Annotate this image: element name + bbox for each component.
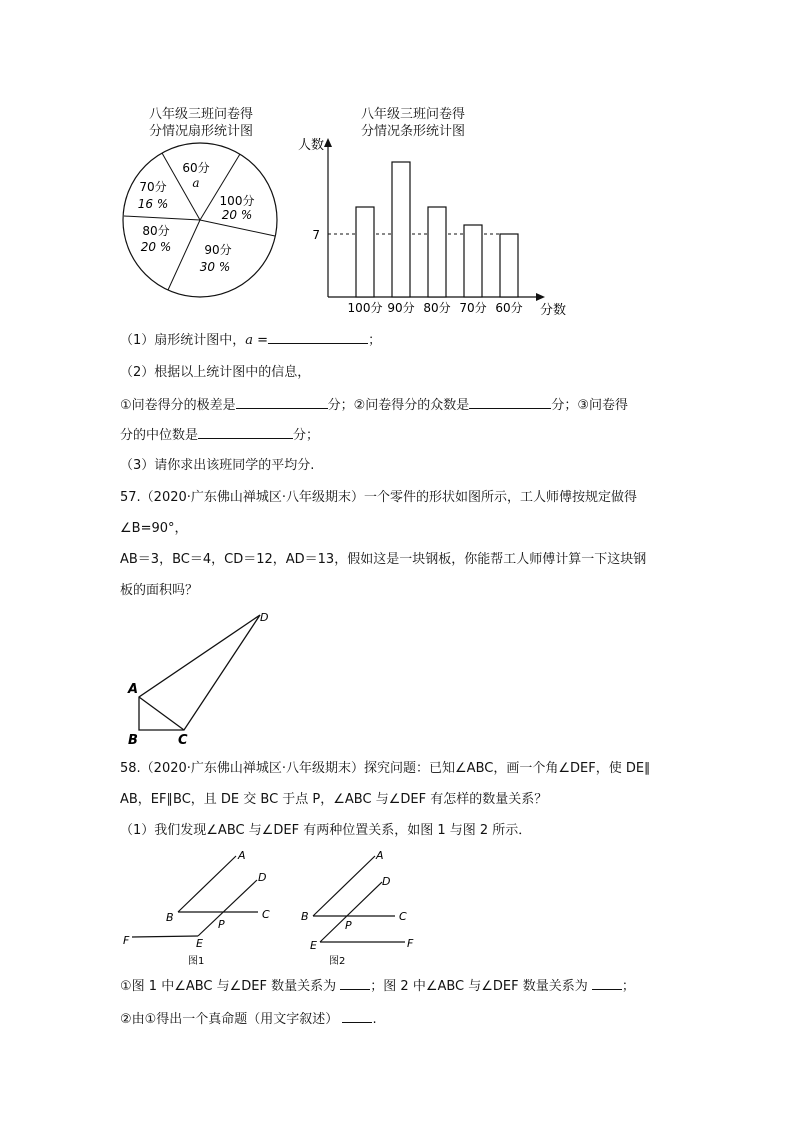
bar-0: [356, 207, 374, 297]
q3-line: （3）请你求出该班同学的平均分.: [120, 458, 315, 473]
p58-line4: [120, 975, 635, 998]
slice-value-80: 20 %: [140, 240, 172, 254]
fig2-line-ed: [320, 882, 382, 942]
p58-line5: [120, 1008, 377, 1031]
bar-4: [500, 234, 518, 297]
bar-title-line1: 八年级三班问卷得: [360, 107, 465, 122]
pie-title-line2: 分情况扇形统计图: [148, 124, 253, 139]
bar-chart: [290, 130, 590, 320]
q2-b-end: 分；③问卷得: [551, 398, 628, 413]
fig2-label-f: F: [407, 937, 414, 950]
p57-label-d: D: [260, 611, 269, 624]
fig2-label-c: C: [399, 910, 407, 923]
p58-figure-2: [295, 846, 435, 971]
fig1-line-ef: [132, 936, 198, 937]
fig2-label-e: E: [310, 939, 317, 952]
q2-c-end: 分；: [293, 428, 320, 443]
bar-3: [464, 225, 482, 297]
p57-line4: 板的面积吗？: [120, 583, 199, 598]
fig1-caption: 图1: [188, 956, 205, 967]
y-axis-label: 人数: [298, 138, 325, 153]
bar-category-label-4: 60分: [495, 301, 523, 315]
fig1-label-b: B: [166, 911, 174, 924]
p57-diagonal-ac: [139, 697, 184, 730]
p58-line4-part1: ①图 1 中∠ABC 与∠DEF 数量关系为: [120, 979, 337, 994]
fig1-label-d: D: [258, 871, 267, 884]
fig1-line-ba: [178, 856, 236, 912]
bar-category-label-0: 100分: [347, 301, 383, 315]
fig1-label-a: A: [238, 849, 246, 862]
p58-line5-part1: ②由①得出一个真命题（用文字叙述）: [120, 1012, 339, 1027]
p57-label-c: C: [178, 733, 188, 748]
p58-blank-2: [592, 975, 622, 990]
p58-line3: （1）我们发现∠ABC 与∠DEF 有两种位置关系，如图 1 与图 2 所示．: [120, 823, 532, 838]
q2-c-blank: [198, 424, 293, 439]
q2-line: （2）根据以上统计图中的信息，: [120, 365, 311, 380]
p58-blank-3: [342, 1008, 372, 1023]
x-axis-arrow: [536, 293, 545, 301]
fig1-label-c: C: [262, 908, 270, 921]
pie-chart-title: [130, 106, 272, 140]
bar-1: [392, 162, 410, 297]
slice-label-70: 70分: [139, 180, 167, 194]
fig1-label-e: E: [196, 937, 203, 950]
slice-label-100: 100分: [219, 194, 255, 208]
q2-a-line: [120, 394, 628, 417]
q2-c-line: [120, 424, 319, 447]
pie-divider-80-70: [124, 216, 200, 220]
fig2-label-b: B: [301, 910, 309, 923]
p58-blank-1: [340, 975, 370, 990]
p58-figure-1: [120, 846, 285, 971]
p57-quadrilateral: [139, 615, 260, 730]
fig2-label-p: P: [345, 919, 352, 932]
p58-line5-part2: .: [372, 1012, 377, 1027]
fig2-label-a: A: [376, 849, 384, 862]
q1-blank: [268, 329, 368, 344]
slice-value-70: 16 %: [137, 197, 169, 211]
slice-value-60: a: [192, 176, 200, 190]
bar-category-label-2: 80分: [423, 301, 451, 315]
bar-2: [428, 207, 446, 297]
reference-label: 7: [312, 228, 320, 242]
p57-figure: [120, 605, 280, 750]
fig2-caption: 图2: [329, 956, 346, 967]
q1-line: [120, 329, 381, 352]
p57-line1: 57.（2020·广东佛山禅城区·八年级期末）一个零件的形状如图所示，工人师傅按规定做得: [120, 490, 638, 505]
fig2-line-ba: [313, 856, 375, 916]
q2-a-text: ①问卷得分的极差是: [120, 398, 236, 413]
slice-label-60: 60分: [182, 161, 210, 175]
p58-line2: AB，EF∥BC，且 DE 交 BC 于点 P，∠ABC 与∠DEF 有怎样的数量关系？: [120, 792, 548, 807]
slice-value-90: 30 %: [199, 260, 231, 274]
pie-divider-90-80: [168, 220, 200, 290]
bar-title-line2: 分情况条形统计图: [360, 124, 465, 139]
p57-line3: AB＝3，BC＝4，CD＝12，AD＝13，假如这是一块钢板，你能帮工人师傅计算一下这块钢: [120, 552, 647, 567]
x-axis-label: 分数: [540, 303, 567, 318]
q2-c-text: 分的中位数是: [120, 428, 199, 443]
slice-label-80: 80分: [142, 224, 170, 238]
p57-label-a: A: [128, 682, 139, 697]
fig1-label-p: P: [218, 918, 225, 931]
pie-title-line1: 八年级三班问卷得: [148, 107, 253, 122]
fig2-label-d: D: [382, 875, 391, 888]
q1-eq: =: [253, 333, 269, 348]
q2-b-blank: [469, 394, 551, 409]
q2-a-end: 分；②问卷得分的众数是: [327, 398, 470, 413]
fig1-label-f: F: [123, 934, 130, 947]
bar-category-label-3: 70分: [459, 301, 487, 315]
q1-variable: a: [245, 333, 254, 348]
slice-label-90: 90分: [204, 243, 232, 257]
p57-label-b: B: [128, 733, 138, 748]
pie-divider-100-90: [200, 220, 275, 236]
slice-value-100: 20 %: [221, 208, 253, 222]
q1-text: （1）扇形统计图中，: [120, 333, 246, 348]
q1-end: ；: [368, 333, 382, 348]
p58-line1: 58.（2020·广东佛山禅城区·八年级期末）探究问题：已知∠ABC，画一个角∠DEF，使 DE∥: [120, 761, 651, 776]
q2-a-blank: [236, 394, 328, 409]
bar-category-label-1: 90分: [387, 301, 415, 315]
y-axis-arrow: [324, 138, 332, 147]
pie-chart: [110, 138, 290, 308]
p58-line4-part3: ；: [621, 979, 635, 994]
p57-line2: ∠B=90°，: [120, 521, 188, 536]
p58-line4-part2: ；图 2 中∠ABC 与∠DEF 数量关系为: [370, 979, 588, 994]
fig1-line-ed: [198, 880, 257, 936]
